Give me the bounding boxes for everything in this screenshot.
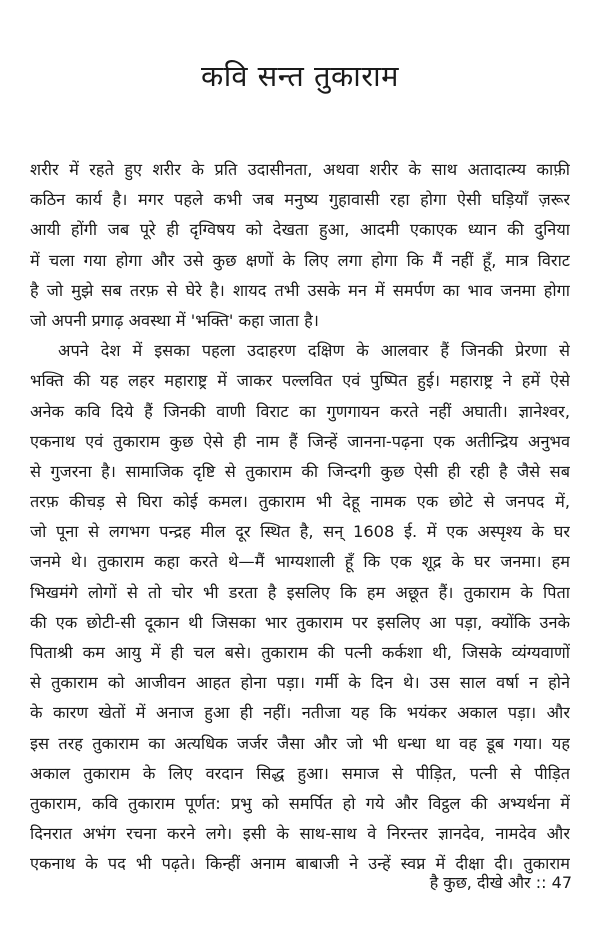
text-line: एकनाथ एवं तुकाराम कुछ ऐसे ही नाम हैं जिन्हें जानना-पढ़ना एक अतीन्द्रिय अनुभव xyxy=(30,431,570,451)
text-line: के कारण खेतों में अनाज हुआ ही नहीं। नतीजा यह कि भयंकर अकाल पड़ा। और xyxy=(30,703,570,723)
text-line: है जो मुझे सब तरफ़ से घेरे है। शायद तभी उसके मन में समर्पण का भाव जनमा होगा xyxy=(30,280,570,300)
text-line: की एक छोटी-सी दूकान थी जिसका भार तुकाराम पर इसलिए आ पड़ा, क्योंकि उनके xyxy=(30,612,570,632)
text-line: शरीर में रहते हुए शरीर के प्रति उदासीनता, अथवा शरीर के साथ अतादात्म्य काफ़ी xyxy=(30,160,570,179)
text-line: जो पूना से लगभग पन्द्रह मील दूर स्थित है, सन् 1608 ई. में एक अस्पृश्य के घर xyxy=(30,522,570,542)
text-line: से गुजरना है। सामाजिक दृष्टि से तुकाराम की जिन्दगी कुछ ऐसी ही रही है जैसे सब xyxy=(30,461,570,481)
text-line: अनेक कवि दिये हैं जिनकी वाणी विराट का गुणगायन करते नहीं अघाती। ज्ञानेश्वर, xyxy=(30,401,570,421)
text-line: अकाल तुकाराम के लिए वरदान सिद्ध हुआ। समाज से पीड़ित, पत्नी से पीड़ित xyxy=(30,763,570,783)
text-line: जो अपनी प्रगाढ़ अवस्था में 'भक्ति' कहा जाता है। xyxy=(30,310,319,330)
text-line: भिखमंगे लोगों से तो चोर भी डरता है इसलिए कि हम अछूत हैं। तुकाराम के पिता xyxy=(30,582,570,602)
text-line: कठिन कार्य है। मगर पहले कभी जब मनुष्य गुहावासी रहा होगा ऐसी घड़ियाँ ज़रूर xyxy=(30,190,570,210)
text-line: आयी होंगी जब पूरे ही दृग्विषय को देखता हुआ, आदमी एकाएक ध्यान की दुनिया xyxy=(30,220,570,240)
text-line: जनमे थे। तुकाराम कहा करते थे—मैं भाग्यशाली हूँ कि एक शूद्र के घर जनमा। हम xyxy=(30,552,570,572)
text-line: दिनरात अभंग रचना करने लगे। इसी के साथ-साथ वे निरन्तर ज्ञानदेव, नामदेव और xyxy=(30,824,570,844)
body-text xyxy=(30,155,570,880)
text-line: में चला गया होगा और उसे कुछ क्षणों के लिए लगा होगा कि मैं नहीं हूँ, मात्र विराट xyxy=(30,250,570,270)
text-line: इस तरह तुकाराम का अत्यधिक जर्जर जैसा और जो भी धन्धा था वह डूब गया। यह xyxy=(30,733,570,753)
text-line: भक्ति की यह लहर महाराष्ट्र में जाकर पल्लवित एवं पुष्पित हुई। महाराष्ट्र ने हमें ऐसे xyxy=(30,371,570,391)
page-title: कवि सन्त तुकाराम xyxy=(201,59,399,93)
text-line: एकनाथ के पद भी पढ़ते। किन्हीं अनाम बाबाजी ने उन्हें स्वप्न में दीक्षा दी। तुकाराम xyxy=(30,854,570,874)
text-line: पिताश्री कम आयु में ही चल बसे। तुकाराम की पत्नी कर्कशा थी, जिसके व्यंग्यवाणों xyxy=(30,643,570,662)
page-footer: है कुछ, दीखे और :: 47 xyxy=(429,873,572,892)
text-line: से तुकाराम को आजीवन आहत होना पड़ा। गर्मी के दिन थे। उस साल वर्षा न होने xyxy=(30,673,570,693)
text-line: तरफ़ कीचड़ से घिरा कोई कमल। तुकाराम भी देहू नामक एक छोटे से जनपद में, xyxy=(30,492,570,512)
text-line: अपने देश में इसका पहला उदाहरण दक्षिण के आलवार हैं जिनकी प्रेरणा से xyxy=(58,341,570,361)
text-line: तुकाराम, कवि तुकाराम पूर्णत: प्रभु को समर्पित हो गये और विट्ठल की अभ्यर्थना में xyxy=(30,793,570,813)
